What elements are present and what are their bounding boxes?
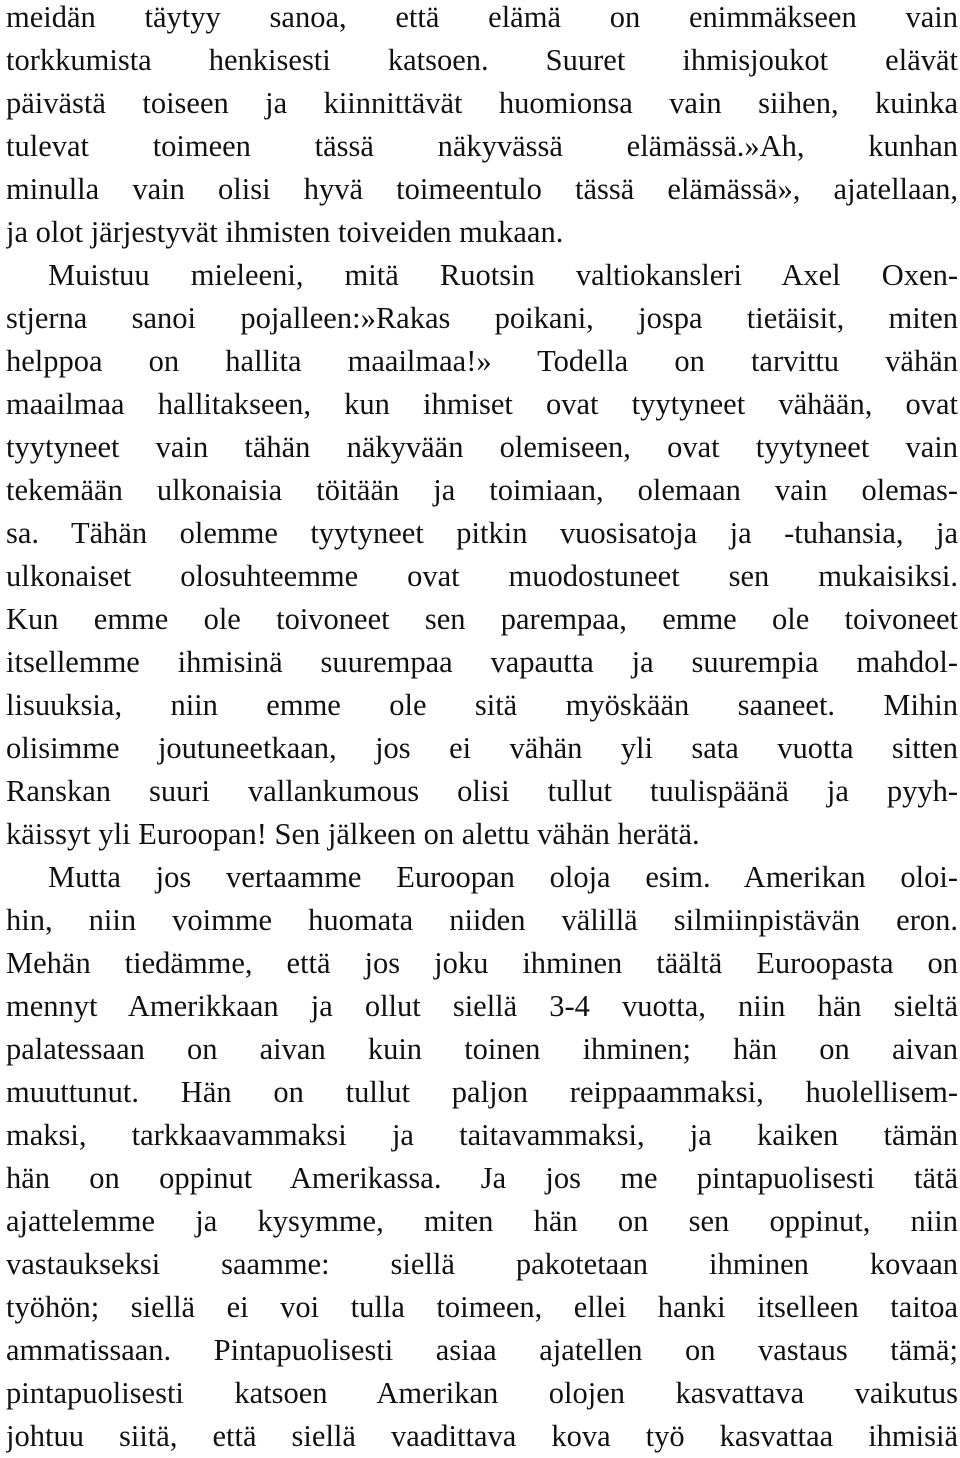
text-line: helppoa on hallita maailmaa!» Todella on tarvittu vähän [6,344,958,378]
text-line: tyytyneet vain tähän näkyvään olemiseen, ovat tyytyneet vain [6,430,958,464]
document-page [6,0,958,1458]
text-line: itsellemme ihmisinä suurempaa vapautta ja suurempia mahdol- [6,645,958,679]
text-line: olisimme joutuneetkaan, jos ei vähän yli sata vuotta sitten [6,731,958,765]
text-line: työhön; siellä ei voi tulla toimeen, ellei hanki itselleen taitoa [6,1290,958,1324]
text-line: maksi, tarkkaavammaksi ja taitavammaksi, ja kaiken tämän [6,1118,958,1152]
text-line: mennyt Amerikkaan ja ollut siellä 3-4 vuotta, niin hän sieltä [6,989,958,1023]
text-line: lisuuksia, niin emme ole sitä myöskään saaneet. Mihin [6,688,958,722]
text-line: Mehän tiedämme, että jos joku ihminen täältä Euroopasta on [6,946,958,980]
text-line: minulla vain olisi hyvä toimeentulo tässä elämässä», ajatellaan, [6,172,958,206]
text-line: johtuu siitä, että siellä vaadittava kova työ kasvattaa ihmisiä [6,1419,958,1453]
text-line: päivästä toiseen ja kiinnittävät huomionsa vain siihen, kuinka [6,86,958,120]
text-line: muuttunut. Hän on tullut paljon reippaammaksi, huolellisem- [6,1075,958,1109]
text-line: sa. Tähän olemme tyytyneet pitkin vuosisatoja ja -tuhansia, ja [6,516,958,550]
text-line: Muistuu mieleeni, mitä Ruotsin valtiokansleri Axel Oxen- [48,258,958,292]
text-line: pintapuolisesti katsoen Amerikan olojen kasvattava vaikutus [6,1376,958,1410]
text-line: hin, niin voimme huomata niiden välillä silmiinpistävän eron. [6,903,958,937]
text-line: käissyt yli Euroopan! Sen jälkeen on alettu vähän herätä. [6,817,700,851]
text-line: tekemään ulkonaisia töitään ja toimiaan, olemaan vain olemas- [6,473,958,507]
text-line: Kun emme ole toivoneet sen parempaa, emme ole toivoneet [6,602,958,636]
text-line: meidän täytyy sanoa, että elämä on enimmäkseen vain [6,0,958,34]
text-line: ja olot järjestyvät ihmisten toiveiden mukaan. [6,215,564,249]
text-line: palatessaan on aivan kuin toinen ihminen; hän on aivan [6,1032,958,1066]
text-line: ammatissaan. Pintapuolisesti asiaa ajatellen on vastaus tämä; [6,1333,958,1367]
text-line: stjerna sanoi pojalleen:»Rakas poikani, jospa tietäisit, miten [6,301,958,335]
text-line: Mutta jos vertaamme Euroopan oloja esim. Amerikan oloi- [48,860,958,894]
text-line: Ranskan suuri vallankumous olisi tullut tuulispäänä ja pyyh- [6,774,958,808]
text-line: tulevat toimeen tässä näkyvässä elämässä.»Ah, kunhan [6,129,958,163]
text-line: ulkonaiset olosuhteemme ovat muodostuneet sen mukaisiksi. [6,559,958,593]
text-line: torkkumista henkisesti katsoen. Suuret ihmisjoukot elävät [6,43,958,77]
text-line: hän on oppinut Amerikassa. Ja jos me pintapuolisesti tätä [6,1161,958,1195]
text-line: maailmaa hallitakseen, kun ihmiset ovat tyytyneet vähään, ovat [6,387,958,421]
text-line: ajattelemme ja kysymme, miten hän on sen oppinut, niin [6,1204,958,1238]
text-line: vastaukseksi saamme: siellä pakotetaan ihminen kovaan [6,1247,958,1281]
